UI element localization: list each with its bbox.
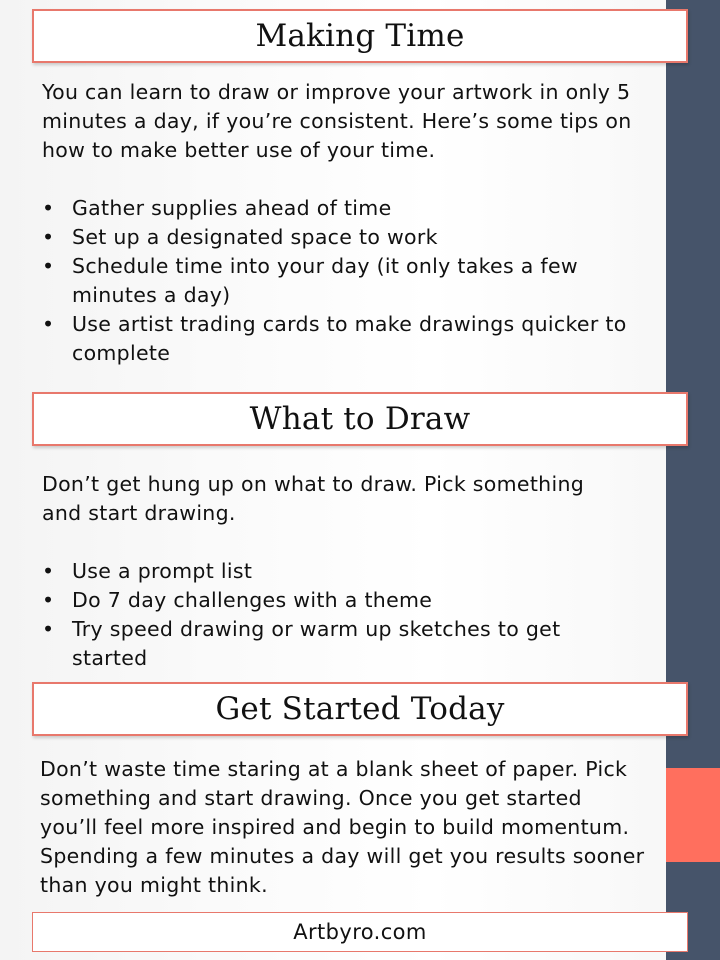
heading-what-to-draw: What to Draw bbox=[249, 401, 471, 437]
section-what-to-draw bbox=[42, 470, 612, 673]
section-making-time bbox=[42, 78, 652, 368]
heading-box-get-started bbox=[32, 682, 688, 736]
bullet-list-what-to-draw bbox=[42, 557, 612, 673]
list-item: • Do 7 day challenges with a theme bbox=[42, 586, 612, 615]
bullet-list-making-time bbox=[42, 194, 652, 368]
list-item: • Use artist trading cards to make drawings quicker to complete bbox=[42, 310, 652, 368]
intro-get-started: Don’t waste time staring at a blank sheet of paper. Pick something and start drawing. Once you get started you’ll feel more inspired and begin to build momentum. Spending a few minutes a day will get you results sooner than you might think. bbox=[40, 757, 645, 897]
intro-what-to-draw: Don’t get hung up on what to draw. Pick something and start drawing. bbox=[42, 472, 585, 525]
section-get-started bbox=[40, 755, 645, 900]
sidebar-accent-block bbox=[666, 768, 720, 862]
footer-box bbox=[32, 912, 688, 952]
footer-site-link[interactable]: Artbyro.com bbox=[293, 920, 427, 944]
intro-making-time: You can learn to draw or improve your artwork in only 5 minutes a day, if you’re consistent. Here’s some tips on how to make better use of your time. bbox=[42, 80, 632, 162]
heading-get-started: Get Started Today bbox=[215, 691, 505, 727]
list-item: • Use a prompt list bbox=[42, 557, 612, 586]
list-item: • Schedule time into your day (it only takes a few minutes a day) bbox=[42, 252, 652, 310]
heading-box-what-to-draw bbox=[32, 392, 688, 446]
heading-making-time: Making Time bbox=[255, 18, 465, 54]
list-item: • Set up a designated space to work bbox=[42, 223, 652, 252]
list-item: • Try speed drawing or warm up sketches to get started bbox=[42, 615, 612, 673]
list-item: • Gather supplies ahead of time bbox=[42, 194, 652, 223]
heading-box-making-time bbox=[32, 9, 688, 63]
